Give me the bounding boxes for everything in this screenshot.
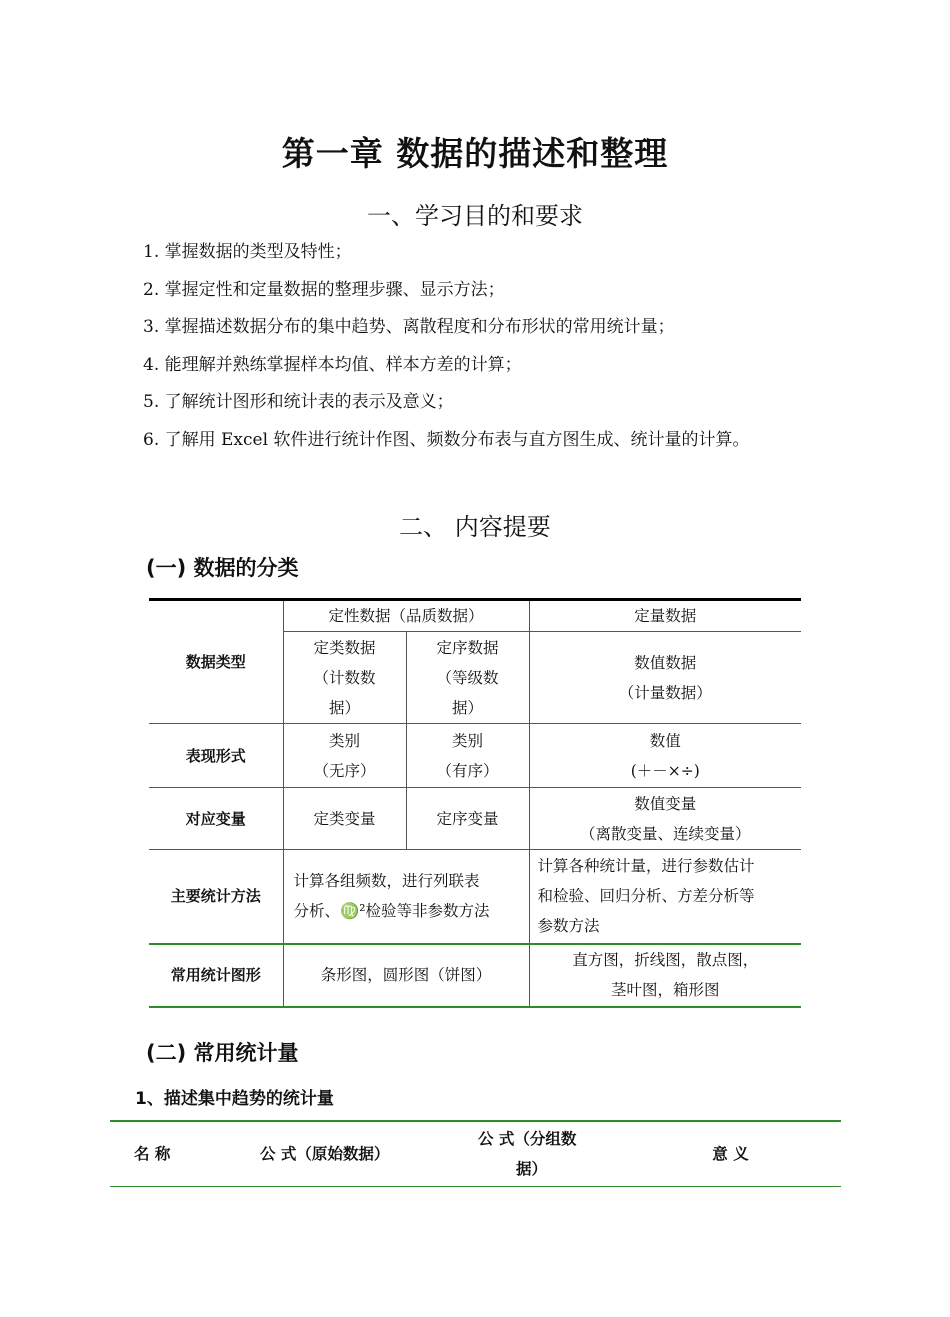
section-heading-goals: 一、学习目的和要求 — [367, 202, 583, 230]
col-header-meaning: 意 义 — [620, 1121, 841, 1187]
subsection-heading-classification: (一) 数据的分类 — [146, 556, 299, 580]
goals-list — [143, 238, 923, 463]
section-heading-summary: 二、 内容提要 — [399, 513, 551, 541]
row-header-method: 主要统计方法 — [149, 850, 283, 944]
cell-quantitative-method: 计算各种统计量，进行参数估计 和检验、回归分析、方差分析等 参数方法 — [529, 850, 801, 944]
list-item: 6. 了解用 Excel 软件进行统计作图、频数分布表与直方图生成、统计量的计算。 — [143, 429, 750, 450]
cell-nominal-type: 定类数据 （计数数 据） — [283, 632, 406, 724]
table-row — [110, 1121, 841, 1187]
chapter-title: 第一章 数据的描述和整理 — [281, 134, 669, 173]
table-row — [149, 724, 801, 788]
list-item: 5. 了解统计图形和统计表的表示及意义； — [143, 392, 454, 412]
col-header-raw-formula: 公 式（原始数据） — [230, 1121, 470, 1187]
header-qualitative: 定性数据（品质数据） — [283, 600, 529, 632]
table-row — [149, 850, 801, 944]
row-header-type: 数据类型 — [149, 600, 283, 724]
data-classification-table — [149, 598, 801, 1008]
col-header-name: 名 称 — [110, 1121, 230, 1187]
cell-numeric-variable: 数值变量 （离散变量、连续变量） — [529, 788, 801, 850]
subsection-heading-central-tendency: 1、描述集中趋势的统计量 — [135, 1089, 334, 1109]
header-quantitative: 定量数据 — [529, 600, 801, 632]
row-header-form: 表现形式 — [149, 724, 283, 788]
row-header-variable: 对应变量 — [149, 788, 283, 850]
table-row — [149, 944, 801, 1007]
table-row — [149, 788, 801, 850]
list-item: 1. 掌握数据的类型及特性； — [143, 242, 352, 262]
cell-nominal-variable: 定类变量 — [283, 788, 406, 850]
cell-ordinal-variable: 定序变量 — [406, 788, 529, 850]
subsection-heading-statistics: (二) 常用统计量 — [146, 1041, 299, 1065]
cell-ordinal-type: 定序数据 （等级数 据） — [406, 632, 529, 724]
col-header-group-formula: 公 式（分组数 据） — [470, 1121, 620, 1187]
table-row — [149, 600, 801, 632]
cell-qualitative-method: 计算各组频数，进行列联表 分析、♍²检验等非参数方法 — [283, 850, 529, 944]
row-header-chart: 常用统计图形 — [149, 944, 283, 1007]
cell-nominal-form: 类别 （无序） — [283, 724, 406, 788]
cell-numeric-form: 数值 (＋－×÷) — [529, 724, 801, 788]
cell-numeric-type: 数值数据 （计量数据） — [529, 632, 801, 724]
cell-quantitative-chart: 直方图，折线图，散点图， 茎叶图，箱形图 — [529, 944, 801, 1007]
list-item: 4. 能理解并熟练掌握样本均值、样本方差的计算； — [143, 354, 522, 375]
list-item: 2. 掌握定性和定量数据的整理步骤、显示方法； — [143, 279, 505, 300]
cell-ordinal-form: 类别 （有序） — [406, 724, 529, 788]
cell-qualitative-chart: 条形图，圆形图（饼图） — [283, 944, 529, 1007]
central-tendency-table — [110, 1120, 841, 1187]
list-item: 3. 掌握描述数据分布的集中趋势、离散程度和分布形状的常用统计量； — [143, 317, 675, 337]
